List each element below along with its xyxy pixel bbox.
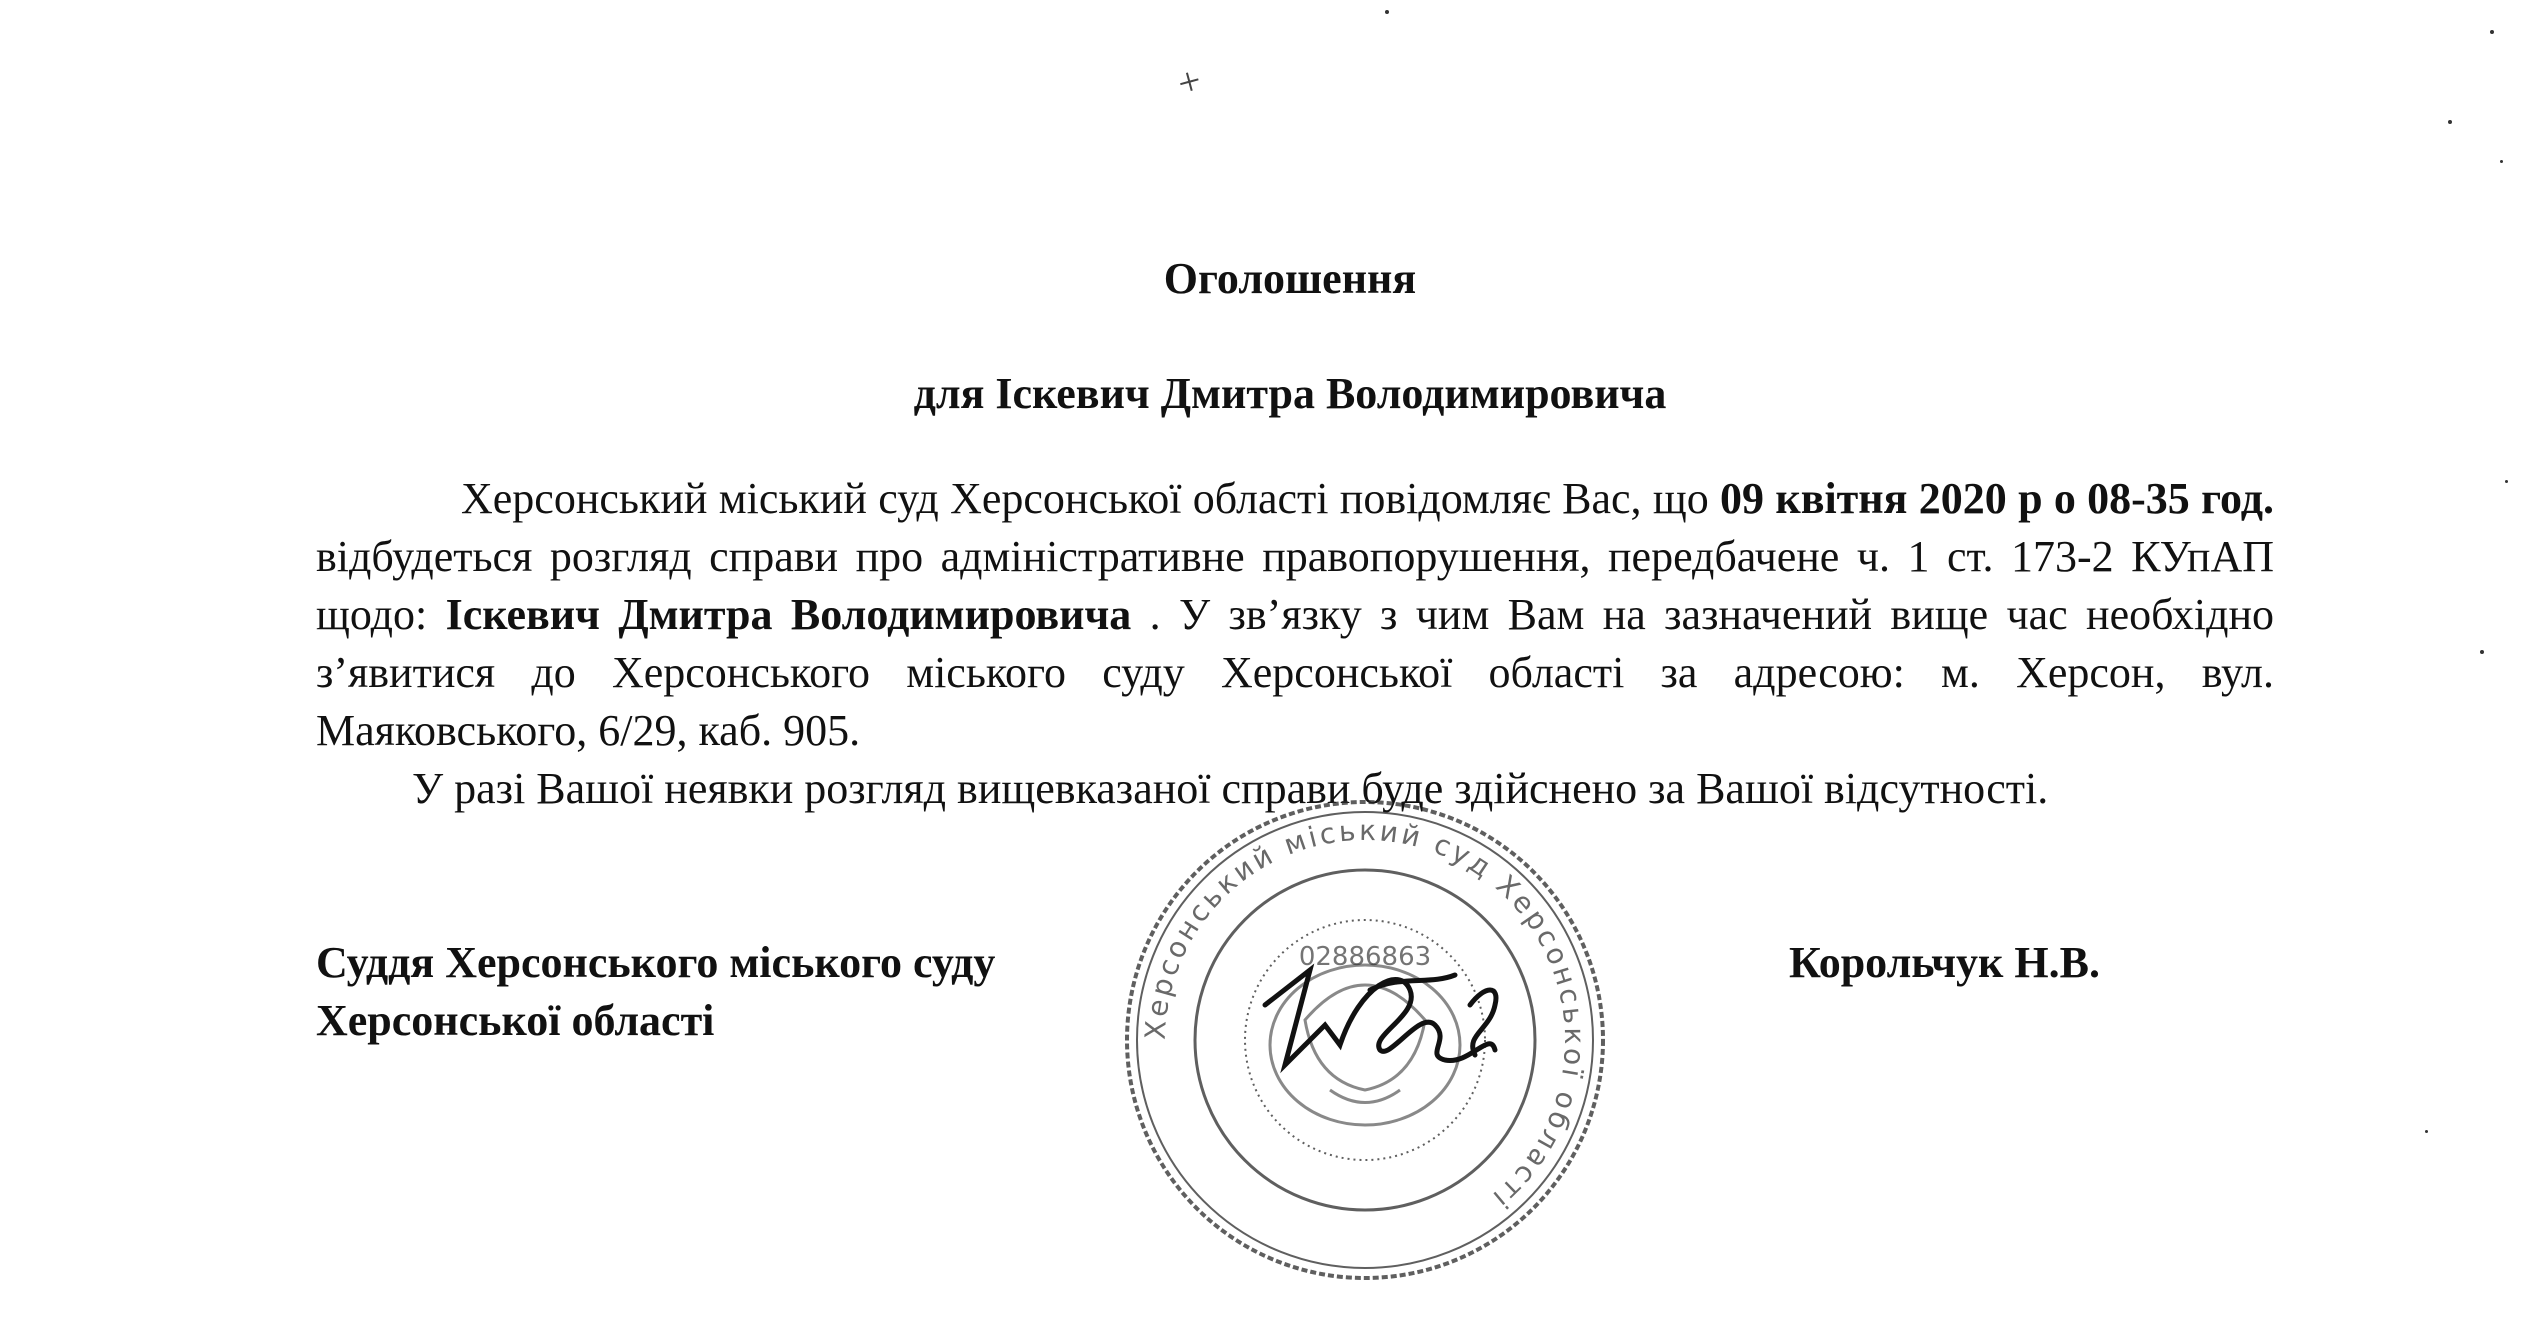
scan-speck [2500, 160, 2503, 163]
hearing-datetime: 09 квітня 2020 р о 08-35 год. [1720, 474, 2274, 523]
notice-text-2: відбудеться розгляд справи про адміністративне правопорушення, передбачене ч. 1 ст. 173-2 КУпАП щодо: [316, 532, 2274, 639]
handwritten-signature [1265, 970, 1496, 1065]
header-mark: + [1172, 56, 1207, 107]
person-name: Іскевич Дмитра Володимировича [445, 590, 1132, 639]
scan-speck [1385, 10, 1389, 14]
court-seal-stamp [1115, 790, 1615, 1290]
scan-speck [2490, 30, 2494, 34]
document-subtitle: для Іскевич Дмитра Володимировича [913, 369, 1667, 418]
judge-position-line1: Суддя Херсонського міського суду [316, 938, 996, 987]
judge-position [316, 934, 995, 1050]
coat-of-arms-icon [1270, 965, 1460, 1125]
scan-speck [2425, 1130, 2428, 1133]
stamp-outer-text: Херсонський міський суд Херсонської області [1138, 813, 1592, 1217]
stamp-code: 02886863 [1298, 942, 1432, 972]
notice-paragraph [316, 470, 2274, 760]
judge-position-line2: Херсонської області [316, 996, 715, 1045]
document-title: Оголошення [1163, 254, 1417, 303]
scan-speck [2448, 120, 2452, 124]
notice-text-3: . У зв’язку з чим Вам на зазначений вище час необхідно з’явитися до Херсонського міського суду Херсонської області за адресою: м. Херсон, вул. Маяковського, 6/29, каб. 905. [316, 590, 2275, 755]
stamp-rings [1127, 802, 1603, 1278]
scan-speck [2480, 650, 2484, 654]
judge-name: Корольчук Н.В. [1789, 938, 2100, 987]
scan-speck [2505, 480, 2508, 483]
absence-text: У разі Вашої неявки розгляд вищевказаної справи буде здійснено за Вашої відсутності. [412, 764, 2049, 813]
notice-text-1: Херсонський міський суд Херсонської області повідомляє Вас, що [461, 474, 1721, 523]
